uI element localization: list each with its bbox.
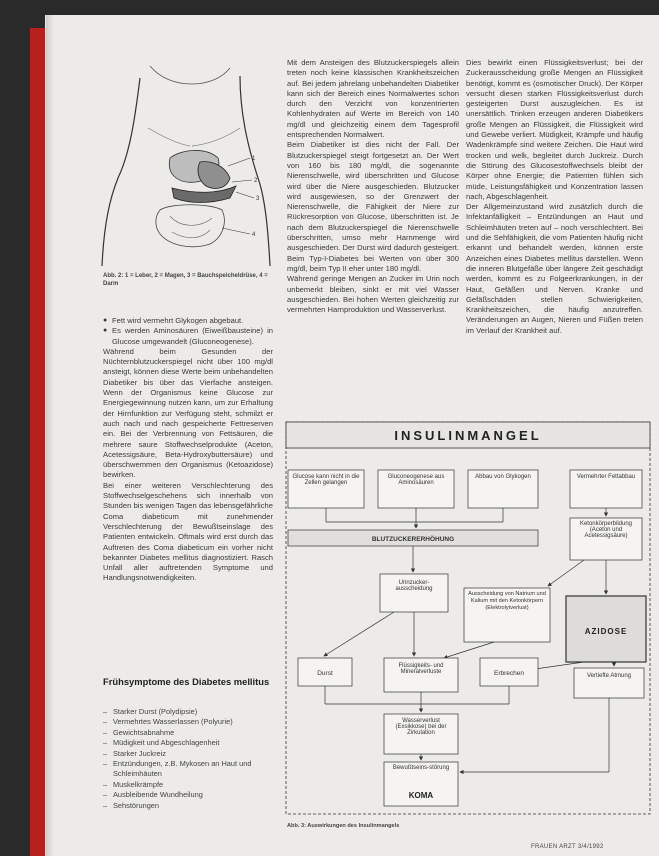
box-urine-label: Urinzucker-ausscheidung <box>395 580 433 592</box>
diagram-title: INSULINMANGEL <box>394 428 542 443</box>
box-gluconeogenesis-label: Gluconeogenese aus Aminosäuren <box>387 474 445 486</box>
page-spine-shadow <box>46 15 54 856</box>
box-thirst-label: Durst <box>317 670 333 677</box>
anatomy-illustration <box>100 58 272 266</box>
paragraph: Dies bewirkt einen Flüssigkeitsverlust; bei der Zuckerausscheidung große Mengen an Flüssigkeit benötigt, kommt es (osmotischer Druck). Der Körper versucht diesen starken Flüssigkeitsverlust durch gesteigerten Durst auszugleichen. Es ist unersättlich. Trinken erzeugen anderen Diabetikers große Mengen an Flüssigkeit, die Flüssigkeit wird und Gewebe verliert. Müdigkeit, Krämpfe und häufig Wadenkrämpfe sind weitere Zeichen. Die Haut wird trocken und welk, begleitet durch Juckreiz. Durch die Störung des Glucosestoffwechsels bleibt der Körper ohne Energie; die Patienten fühlen sich müde, Leistungsfähigkeit und Konzentration lassen nach, Abgeschlagenheit. <box>466 58 643 201</box>
diagram-caption: Abb. 3: Auswirkungen des Insulinmangels <box>287 823 400 829</box>
paragraph: Während geringe Mengen an Zucker im Urin noch unbemerkt bleiben, sinkt er mit viel Wasser ausgeschieden. Bei hohen Werten gleichzeitig zur vermehrten Harnproduktion und Wasserverlust. <box>287 274 459 315</box>
paragraph: Bei einer weiteren Verschlechterung des Stoffwechselgeschehens sich innerhalb von Stunden bis wenigen Tagen das lebensgefährliche Coma diabeticum mit zunehmender Verschlechterung der Bewußtseinslage des Patienten entwickeln. Oftmals wird erst durch das Auftreten des Coma diabeticum ein vorher nicht bekannter Diabetes mellitus diagnostiziert. Rasch Unfall aller auftretenden Symptome und Handlungsnotwendigkeiten. <box>103 480 273 583</box>
paragraph: Mit dem Ansteigen des Blutzuckerspiegels allein treten noch keine klassischen Krankheitszeichen auf. Bei jedem jahrelang unbehandelten Diabetiker kann sich der Bereich eines Normalwertes schon durch den Verzicht von konzentrierten Kohlenhydraten auf Werte im Bereich von 140 mg/dl und gleichzeitig einem dem Tagesprofil entsprechenden Normalwert. <box>287 58 459 140</box>
box-consciousness-label: Bewußtseins-störung <box>392 765 450 771</box>
illus-label-2: 2 <box>254 178 258 184</box>
page-footer: FRAUEN ARZT 3/4/1992 <box>531 844 604 850</box>
list-item: – Ausbleibende Wundheilung <box>103 790 275 800</box>
box-vomiting-label: Erbrechen <box>494 670 524 677</box>
list-item: – Sehstörungen <box>103 801 275 811</box>
box-breathing-label: Vertiefte Atmung <box>586 673 632 679</box>
box-blood-sugar-label: BLUTZUCKERERHÖHUNG <box>371 536 455 543</box>
box-fluid-loss-label: Flüssigkeits- und Mineralverluste <box>398 663 444 675</box>
red-edge-band <box>30 28 46 856</box>
box-glycogen-label: Abbau von Glykogen <box>475 474 531 480</box>
text-column-2 <box>287 58 459 315</box>
sidebar-title: Frühsymptome des Diabetes mellitus <box>103 676 270 687</box>
list-item: – Muskelkrämpfe <box>103 780 275 790</box>
insulin-deficiency-diagram <box>284 420 652 816</box>
text-column-1 <box>103 316 273 584</box>
box-glucose-label: Glucose kann nicht in die Zellen gelangen <box>292 474 360 486</box>
list-item: – Vermehrtes Wasserlassen (Polyurie) <box>103 717 275 727</box>
list-item: – Müdigkeit und Abgeschlagenheit <box>103 738 275 748</box>
box-coma-label: KOMA <box>408 791 434 800</box>
illus-label-1: 1 <box>252 156 256 162</box>
list-item: – Entzündungen, z.B. Mykosen an Haut und Schleimhäuten <box>103 759 275 780</box>
list-item: ● Es werden Aminosäuren (Eiweißbausteine) in Glucose umgewandelt (Gluconeogenese). <box>103 326 273 347</box>
list-item: – Starker Juckreiz <box>103 749 275 759</box>
list-item: ● Fett wird vermehrt Glykogen abgebaut. <box>103 316 273 326</box>
box-electrolytes-label: Ausscheidung von Natrium und Kalium mit den Ketonkörpern (Elektrolytverlust) <box>468 591 546 611</box>
illus-label-4: 4 <box>252 232 256 238</box>
box-fat-label: Vermehrter Fettabbau <box>576 474 636 480</box>
symptom-list <box>103 707 275 811</box>
paragraph: Während beim Gesunden der Nüchternblutzuckerspiegel nicht über 100 mg/dl ansteigt, können diese Werte beim unbehandelten Diabetiker bis über das Vierfache ansteigen. Wenn der Organismus keine Glucose zur Energiegewinnung nutzen kann, um zur Erhaltung der Hirnfunktion zur Verfügung steht, schmilzt er auch nach und nach gespeicherte Fettreserven ein. Bei der Verbrennung von Fettsäuren, die mehrere saure Stoffwechselprodukte (Aceton, Acetessigsäure, Beta-Hydroxybuttersäure) und überschwemmen den Organismus (Ketoazidose) bewirken. <box>103 346 273 480</box>
list-item: – Starker Durst (Polydipsie) <box>103 707 275 717</box>
figure-caption: Abb. 2: 1 = Leber, 2 = Magen, 3 = Bauchspeicheldrüse, 4 = Darm <box>103 273 268 287</box>
paragraph: Beim Diabetiker ist dies nicht der Fall. Der Blutzuckerspiegel steigt fortgesetzt an. Der Wert von 160 bis 180 mg/dl, die sogenannte Nierenschwelle, wird überschritten und Glucose wird über die Niere ausgeschieden. Blutzucker wird ausgewiesen, so der Grenzwert der Nierenschwelle, die Fähigkeit der Niere zur Rückresorption von Glucose, überschritten ist. Je nach dem Blutzuckerspiegel die Nierenschwelle überschritten, umso mehr Harnmenge wird ausgeschieden. Der Durst wird dadurch gesteigert. Beim Typ-I-Diabetes bei Werten von über 300 mg/dl, beim Typ II eher unter 180 mg/dl. <box>287 140 459 273</box>
text-column-3 <box>466 58 643 336</box>
paragraph: Der Allgemeinzustand wird zusätzlich durch die Infektanfälligkeit – Entzündungen an Haut und Schleimhäuten treten auf – noch verschlechtert. Bei und die Sehfähigkeit, die vom Patienten häufig nicht erkannt und behandelt werden, können erste Anzeichen eines Diabetes mellitus darstellen. Wenn die inneren Blutgefäße über längere Zeit geschädigt werden, kommt es zu Folgeerkrankungen, in der Haut, Gefäßen und Nerven. Kranke und Gefäßschäden stellen Schwierigkeiten, Krankheitszeichen, die häufig anzutreffen. Veränderungen an Augen, Nieren und Füßen treten im Verlauf der Krankheit auf. <box>466 202 643 335</box>
list-item: – Gewichtsabnahme <box>103 728 275 738</box>
illus-label-3: 3 <box>256 196 260 202</box>
box-water-loss-label: Wasserverlust (Exsikkose) bei der Zirkulation <box>395 718 447 736</box>
box-ketones-label: Ketonkörperbildung (Aceton und Acetessigsäure) <box>579 521 633 539</box>
box-acidosis-label: AZIDOSE <box>584 627 628 636</box>
